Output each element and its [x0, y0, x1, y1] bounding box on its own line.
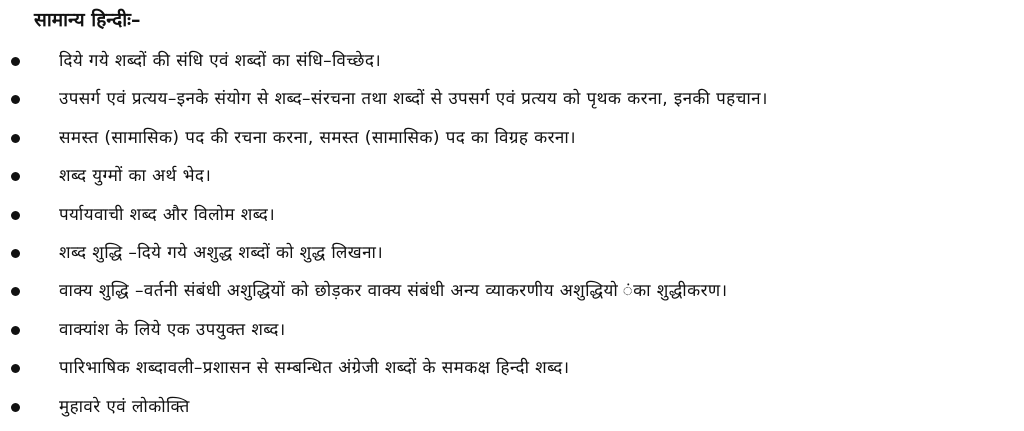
list-item — [0, 316, 1024, 354]
list-item-text: पर्यायवाची शब्द और विलोम शब्द। — [59, 204, 276, 225]
list-item — [0, 47, 1024, 85]
list-item — [0, 162, 1024, 200]
bullet-icon — [11, 364, 20, 373]
list-item-text: मुहावरे एवं लोकोक्ति — [59, 396, 190, 417]
list-item — [0, 277, 1024, 315]
list-item-text: शब्द शुद्धि –दिये गये अशुद्ध शब्दों को शुद्ध लिखना। — [59, 242, 384, 263]
section-heading: सामान्य हिन्दीः– — [34, 9, 141, 31]
list-item-text: उपसर्ग एवं प्रत्यय–इनके संयोग से शब्द–संरचना तथा शब्दों से उपसर्ग एवं प्रत्यय को पृथक करना, इनकी पहचान। — [59, 89, 768, 110]
syllabus-list — [0, 47, 1024, 431]
list-item-text: समस्त (सामासिक) पद की रचना करना, समस्त (सामासिक) पद का विग्रह करना। — [59, 127, 577, 148]
bullet-icon — [11, 287, 20, 296]
list-item — [0, 239, 1024, 277]
list-item-text: शब्द युग्मों का अर्थ भेद। — [59, 166, 212, 187]
bullet-icon — [11, 134, 20, 143]
list-item-text: वाक्यांश के लिये एक उपयुक्त शब्द। — [59, 319, 286, 340]
list-item — [0, 354, 1024, 392]
bullet-icon — [11, 211, 20, 220]
list-item — [0, 201, 1024, 239]
bullet-icon — [11, 172, 20, 181]
bullet-icon — [11, 95, 20, 104]
bullet-icon — [11, 403, 20, 412]
list-item — [0, 85, 1024, 123]
list-item-text: पारिभाषिक शब्दावली–प्रशासन से सम्बन्धित अंग्रेजी शब्दों के समकक्ष हिन्दी शब्द। — [59, 358, 570, 379]
list-item-text: दिये गये शब्दों की संधि एवं शब्दों का संधि–विच्छेद। — [59, 51, 382, 71]
list-item — [0, 393, 1024, 431]
list-item-text: वाक्य शुद्धि –वर्तनी संबंधी अशुद्धियों को छोड़कर वाक्य संबंधी अन्य व्याकरणीय अशुद्धियो ंका शुद्धीकरण। — [59, 281, 728, 302]
list-item — [0, 124, 1024, 162]
bullet-icon — [11, 249, 20, 258]
bullet-icon — [11, 57, 20, 66]
bullet-icon — [11, 326, 20, 335]
